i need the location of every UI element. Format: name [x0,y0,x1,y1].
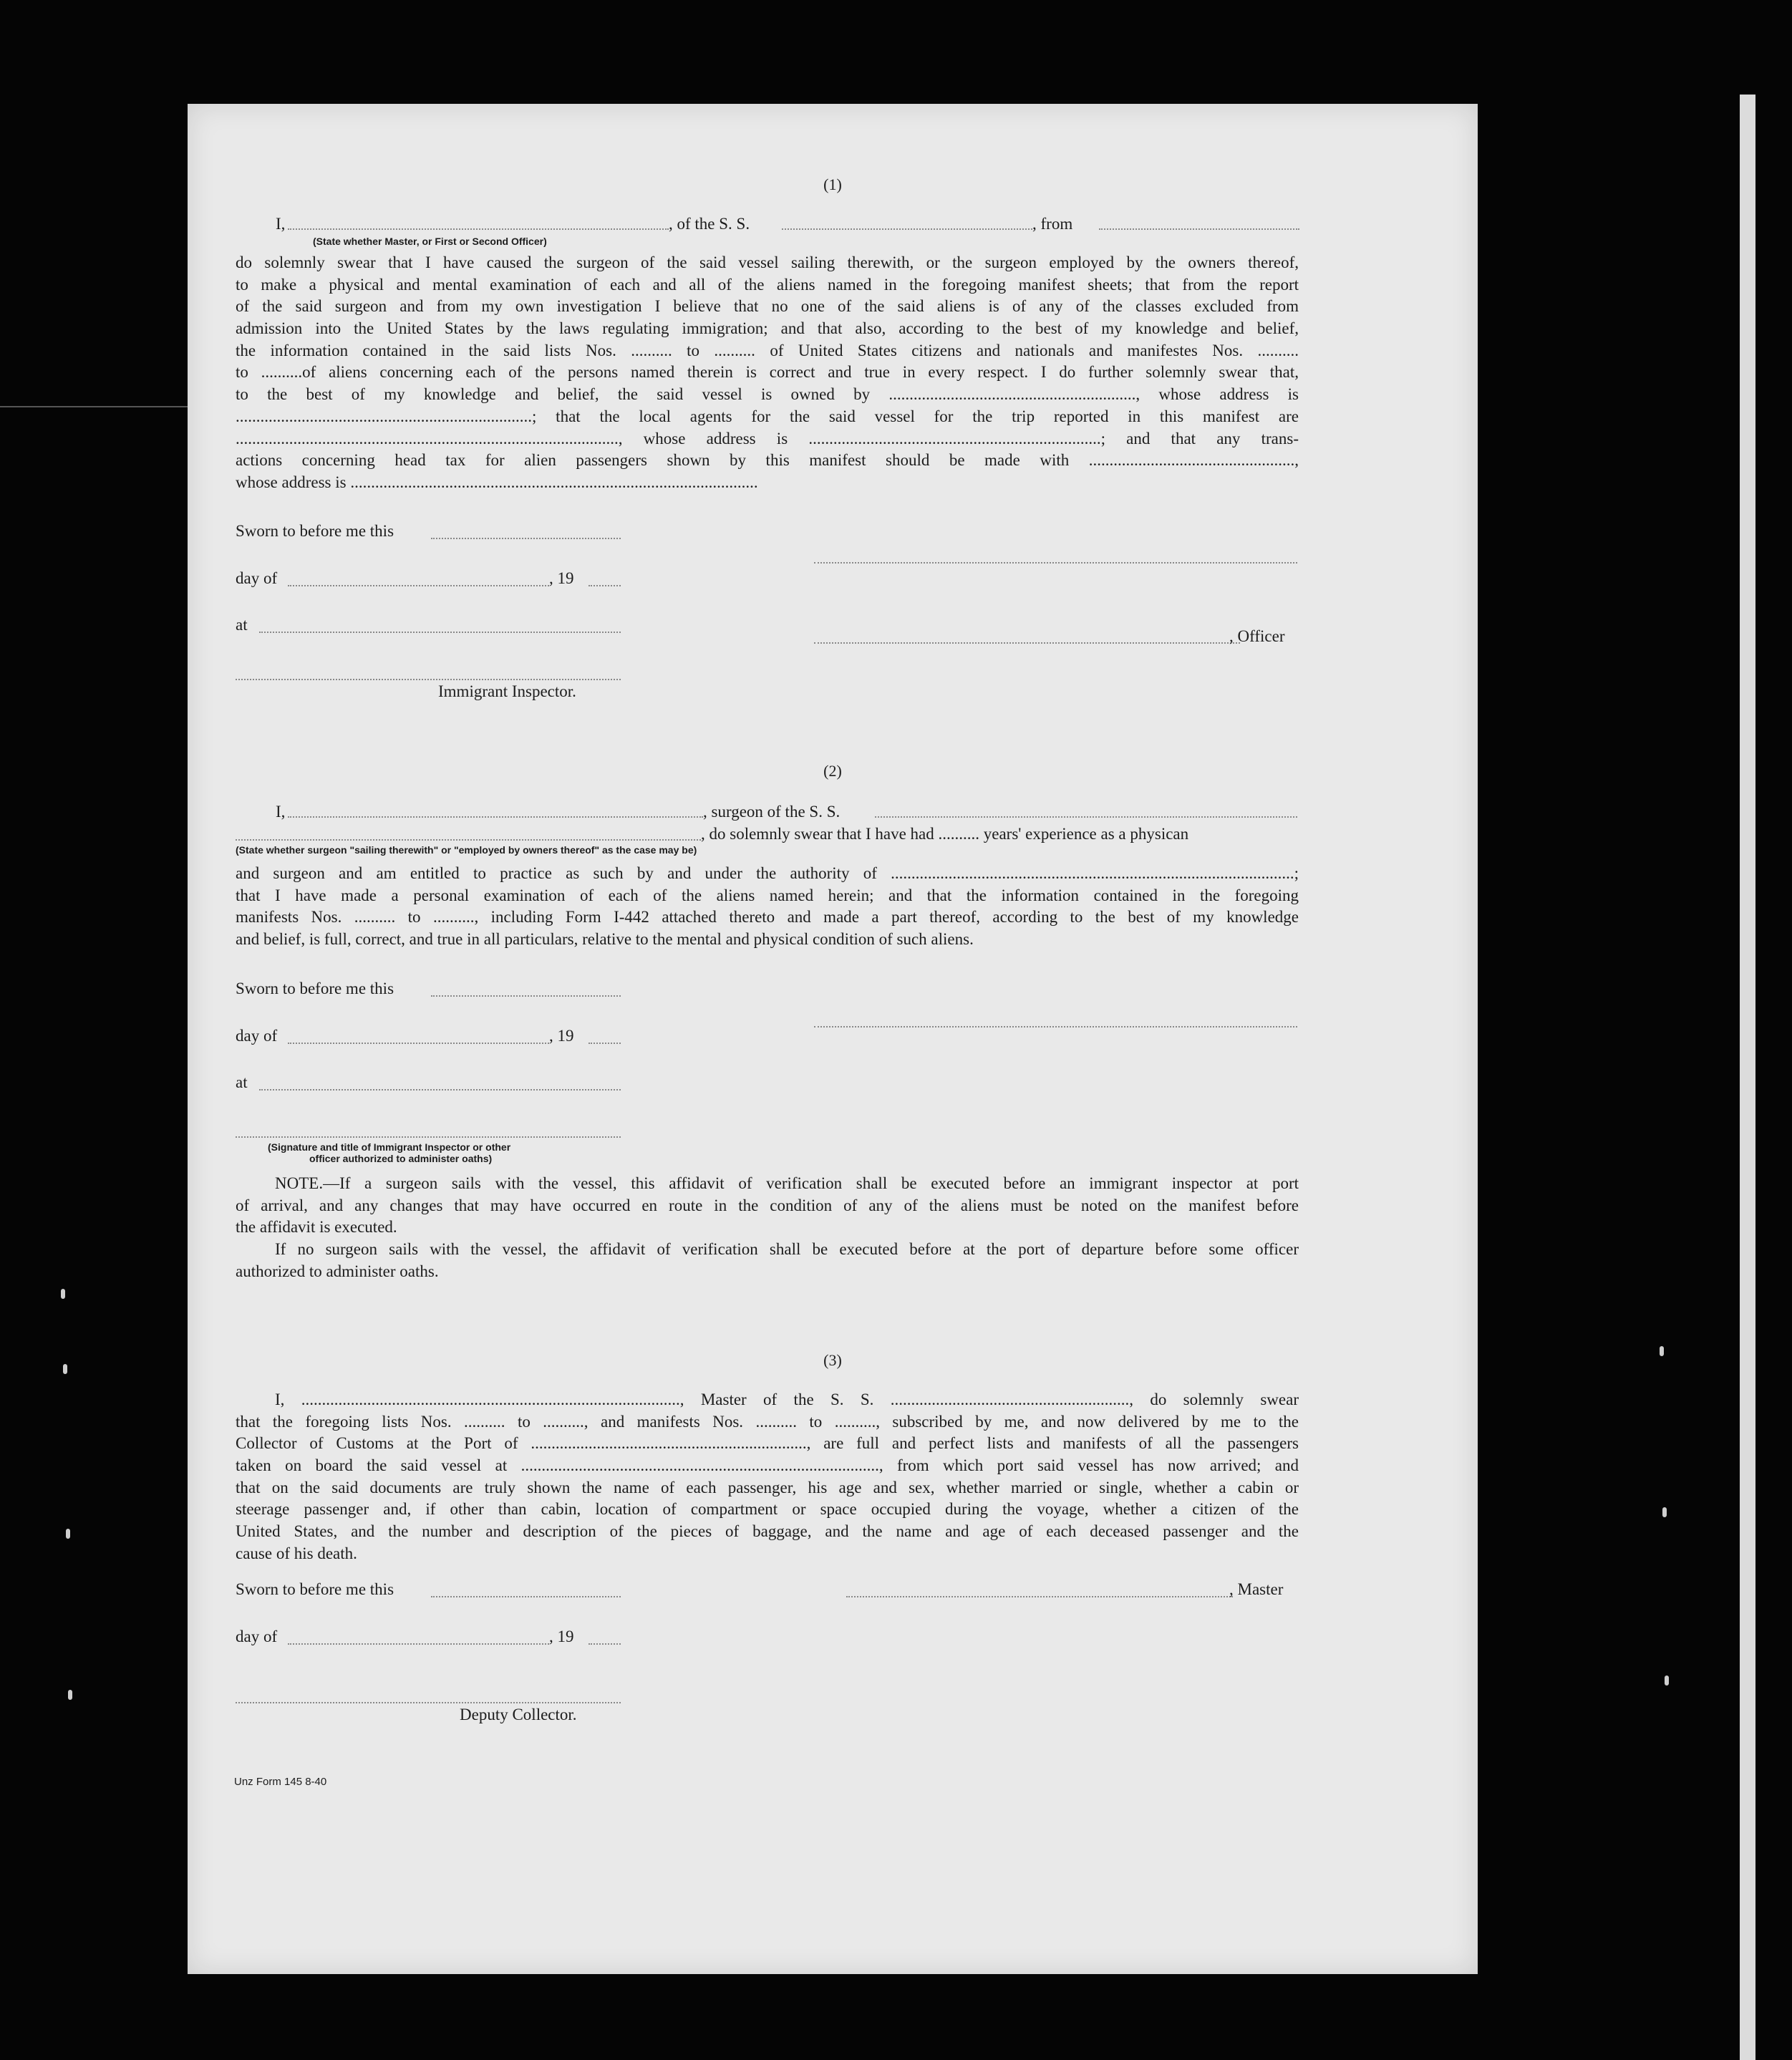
body-line: admission into the United States by the laws regulating immigration; and that also, according to the best of my knowledge and belief, [236,319,1299,338]
sworn-label: Sworn to before me this [236,980,394,997]
body-line: manifests Nos. .......... to .........., including Form I-442 attached thereto and made a part thereof, according to the best of my knowledge [236,908,1299,927]
year-label: , 19 [549,1027,574,1045]
body-line: do solemnly swear that I have caused the surgeon of the said vessel sailing therewith, or the surgeon employed by the owners thereof, [236,253,1299,271]
sworn-date-field[interactable] [431,1596,621,1597]
body-line: that the foregoing lists Nos. .......... to .........., and manifests Nos. .......... to .........., subscribed by me, and now delivered by me to the [236,1412,1299,1431]
film-mark [63,1364,67,1374]
year-field[interactable] [589,1043,621,1044]
section-number: (2) [823,762,842,780]
film-mark [1665,1675,1669,1686]
inspector-signature-line[interactable] [236,1136,621,1138]
day-of-label: day of [236,569,278,587]
sworn-label: Sworn to before me this [236,1580,394,1598]
body-line: that on the said documents are truly shown the name of each passenger, his age and sex, whether married or single, whether a cabin or [236,1478,1299,1496]
day-of-label: day of [236,1027,278,1045]
signature-line[interactable] [814,562,1297,564]
note-line: the affidavit is executed. [236,1218,397,1237]
oath-I: I, [276,215,286,233]
collector-label: Deputy Collector. [460,1706,577,1723]
note-line: NOTE.—If a surgeon sails with the vessel, this affidavit of verification shall be executed before an immigrant inspector at port [275,1174,1299,1192]
officer-signature-line[interactable] [814,642,1240,644]
section-number: (3) [823,1351,842,1369]
master-label: , Master [1229,1580,1284,1598]
day-of-label: day of [236,1628,278,1645]
section-number: (1) [823,175,842,193]
inspector-label: Immigrant Inspector. [438,682,576,700]
film-mark [61,1289,65,1299]
officer-name-field[interactable] [288,228,669,230]
inspector-signature-line[interactable] [236,679,621,680]
vessel-name-field[interactable] [782,228,1032,230]
from-label: , from [1032,215,1073,233]
body-line: United States, and the number and description of the pieces of baggage, and the name and age of each deceased passenger and the [236,1522,1299,1541]
film-mark [68,1690,72,1700]
year-field[interactable] [589,585,621,586]
form-page [188,104,1478,1974]
note-line: If no surgeon sails with the vessel, the affidavit of verification shall be executed before at the port of departure before some officer [275,1240,1299,1259]
from-port-field[interactable] [1099,228,1299,230]
officer-caption: (State whether Master, or First or Second Officer) [313,236,547,247]
body-line: to the best of my knowledge and belief, the said vessel is owned by ............................................................, whose address is [236,385,1299,404]
experience-line: , do solemnly swear that I have had .......... years' experience as a physican [701,825,1189,843]
body-line: ........................................................................; that the local agents for the said vessel for the trip reported in this manifest are [236,407,1299,425]
film-mark [1660,1346,1664,1356]
section1-body [236,252,1299,494]
body-line: I, ............................................................................................, Master of the S. S. .........................................................., do solemnly swear [275,1391,1299,1408]
note-line: of arrival, and any changes that may have occurred en route in the condition of any of the aliens must be noted on the manifest before [236,1196,1299,1214]
sworn-date-field[interactable] [431,538,621,539]
note-line: authorized to administer oaths. [236,1262,439,1280]
year-label: , 19 [549,1628,574,1645]
at-field[interactable] [259,1089,621,1091]
surgeon-vessel-field[interactable] [875,816,1297,818]
body-line: the information contained in the said lists Nos. .......... to .......... of United States citizens and nationals and manifestes Nos. .......... [236,341,1299,359]
body-line: taken on board the said vessel at ......................................................................................., from which port said vessel has now arrived; and [236,1456,1299,1475]
day-of-field[interactable] [288,1043,549,1044]
surgeon-signature-line[interactable] [814,1026,1297,1027]
film-mark [1662,1507,1667,1517]
year-label: , 19 [549,569,574,587]
section3-body [236,1389,1299,1565]
body-line: of the said surgeon and from my own investigation I believe that no one of the said aliens is of any of the classes excluded from [236,297,1299,316]
oath-I: I, [276,803,286,821]
at-label: at [236,616,248,634]
body-line: and belief, is full, correct, and true in all particulars, relative to the mental and physical condition of such aliens. [236,930,974,949]
surgeon-status-field[interactable] [236,839,701,841]
day-of-field[interactable] [288,1643,549,1645]
day-of-field[interactable] [288,585,549,586]
sworn-label: Sworn to before me this [236,522,394,540]
body-line: Collector of Customs at the Port of ..................................................................., are full and perfect lists and manifests of all the passengers [236,1434,1299,1453]
year-field[interactable] [589,1643,621,1645]
signature-caption: (Signature and title of Immigrant Inspector or other [268,1141,511,1153]
body-line: to ..........of aliens concerning each of the persons named therein is correct and true in every respect. I do further solemnly swear that, [236,363,1299,382]
at-label: at [236,1073,248,1091]
adjacent-page-edge [1740,95,1755,2060]
body-line: ............................................................................................., whose address is .......................................................................; and that any trans- [236,429,1299,448]
scan-artifact-line [0,406,188,407]
surgeon-caption: (State whether surgeon "sailing therewith" or "employed by owners thereof" as the case may be) [236,844,697,856]
signature-caption: officer authorized to administer oaths) [309,1153,493,1164]
form-number: Unz Form 145 8-40 [234,1776,327,1788]
body-line: that I have made a personal examination of each of the aliens named herein; and that the information contained in the foregoing [236,886,1299,904]
body-line: actions concerning head tax for alien passengers shown by this manifest should be made with .................................................., [236,451,1299,470]
body-line: whose address is ................................................................................................... [236,473,758,491]
body-line: and surgeon and am entitled to practice as such by and under the authority of ..................................................................................................; [236,864,1299,882]
body-line: cause of his death. [236,1544,357,1562]
section2-body [236,863,1299,951]
note-paragraph [236,1173,1299,1282]
surgeon-vessel-label: , surgeon of the S. S. [703,803,841,821]
film-mark [66,1529,70,1539]
body-line: to make a physical and mental examination of each and all of the aliens named in the foregoing manifest sheets; that from the report [236,275,1299,294]
collector-signature-line[interactable] [236,1702,621,1703]
surgeon-name-field[interactable] [288,816,703,818]
vessel-label: , of the S. S. [669,215,750,233]
officer-label: , Officer [1229,627,1285,645]
sworn-date-field[interactable] [431,995,621,997]
master-signature-line[interactable] [846,1596,1233,1597]
body-line: steerage passenger and, if other than cabin, location of compartment or space occupied during the voyage, whether a citizen of the [236,1500,1299,1519]
at-field[interactable] [259,632,621,633]
